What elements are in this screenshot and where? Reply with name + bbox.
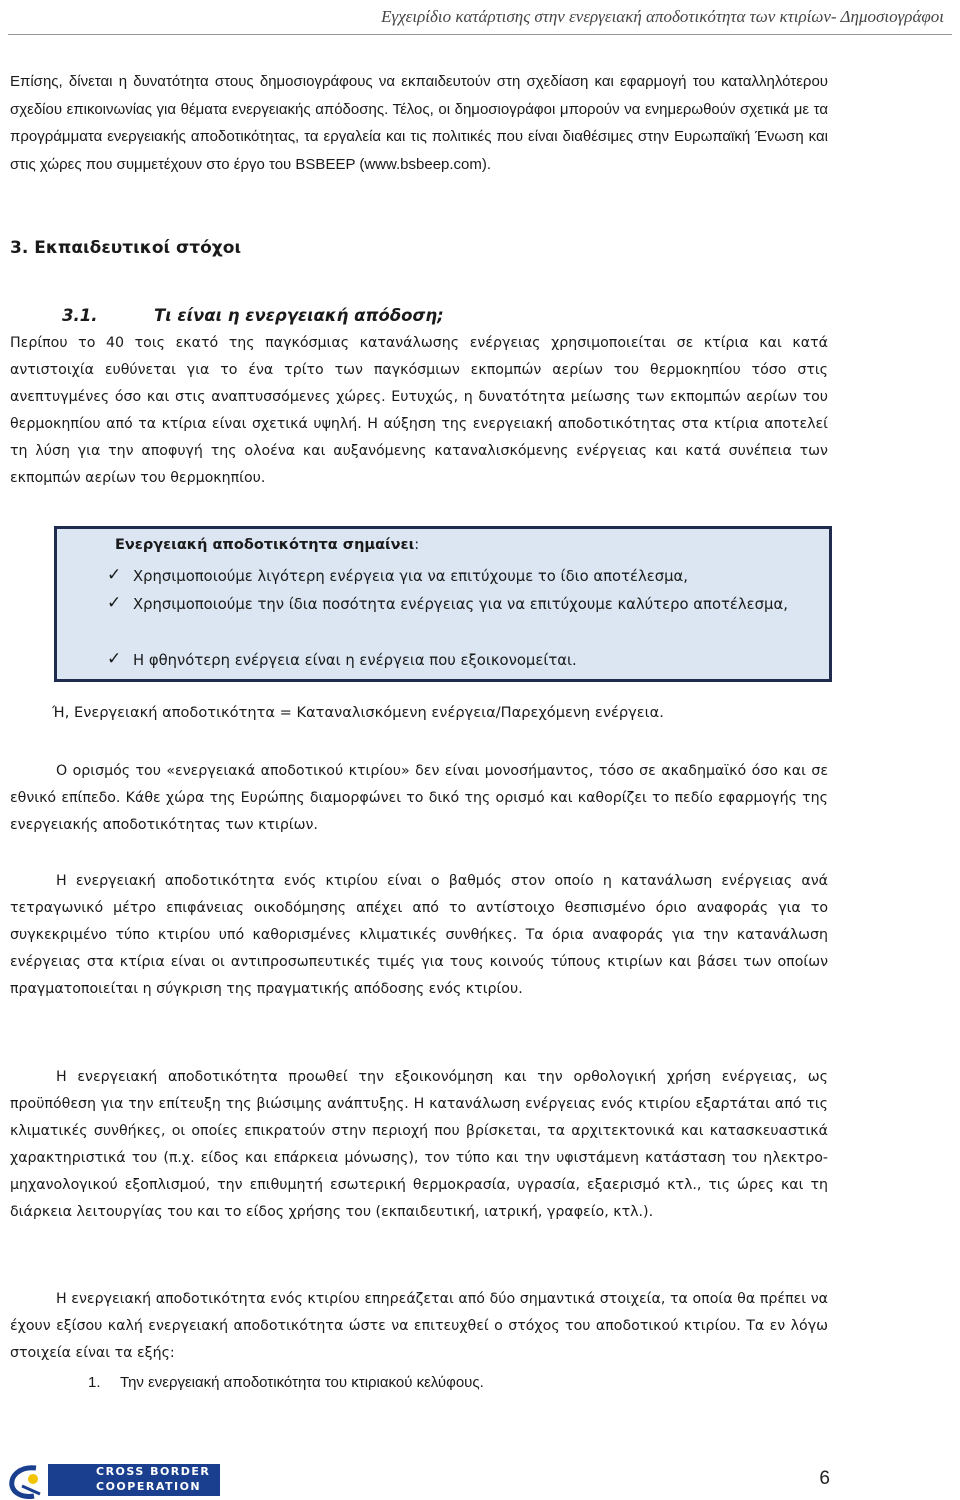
logo-line-2: COOPERATION (96, 1480, 202, 1493)
formula-line: Ή, Ενεργειακή αποδοτικότητα = Καταναλισκόμενη ενέργεια/Παρεχόμενη ενέργεια. (52, 704, 664, 721)
body-paragraph: Η ενεργειακή αποδοτικότητα ενός κτιρίου είναι ο βαθμός στον οποίο η κατανάλωση ενέργειας ανά τετραγωνικό μέτρο επιφάνειας οικοδόμησης απέχει από το αντίστοιχο θεσπισμένο όριο αναφοράς για το συγκεκριμένο τύπο κτιρίου υπό καθορισμένες κλιματικές συνθήκες. Τα όρια αναφοράς για την κατανάλωση ενέργειας στα κτίρια είναι οι αντιπροσωπευτικές τιμές για τους κοινούς τύπους κτιρίων και βάσει των οποίων πραγματοποιείται η σύγκριση της πραγματικής απόδοσης ενός κτιρίου. (10, 873, 828, 997)
definition-box (54, 526, 832, 682)
box-list-item: Χρησιμοποιούμε λιγότερη ενέργεια για να επιτύχουμε το ίδιο αποτέλεσμα, (133, 568, 689, 585)
subsection-number: 3.1. (62, 306, 98, 325)
box-title-colon: : (414, 537, 420, 553)
list-item-text: Την ενεργειακή αποδοτικότητα του κτιριακού κελύφους. (120, 1374, 484, 1391)
page-number: 6 (819, 1468, 830, 1489)
body-paragraph: Η ενεργειακή αποδοτικότητα ενός κτιρίου επηρεάζεται από δύο σημαντικά στοιχεία, τα οποία θα πρέπει να έχουν εξίσου καλή ενεργειακή αποδοτικότητα ώστε να επιτευχθεί ο στόχος του αποδοτικού κτιρίου. Τα εν λόγω στοιχεία είναι τα εξής: (10, 1291, 828, 1361)
page-footer (0, 1460, 960, 1500)
intro-paragraph: Επίσης, δίνεται η δυνατότητα στους δημοσιογράφους να εκπαιδευτούν στη σχεδίαση και εφαρμογή του καταλληλότερου σχεδίου επικοινωνίας για θέματα ενεργειακής απόδοσης. Τέλος, οι δημοσιογράφοι μπορούν να ενημερωθούν σχετικά με τα προγράμματα ενεργειακής αποδοτικότητας, τα εργαλεία και τις πολιτικές που είναι διαθέσιμες στην Ευρωπαϊκή Ένωση και στις χώρες που συμμετέχουν στο έργο του BSBEEP (www.bsbeep.com). (10, 73, 828, 173)
list-item-number: 1. (88, 1374, 101, 1391)
checkmark-icon: ✓ (107, 565, 122, 585)
subsection-title: Τι είναι η ενεργειακή απόδοση; (154, 306, 444, 325)
subsection-heading (62, 306, 444, 325)
box-list-item: Χρησιμοποιούμε την ίδια ποσότητα ενέργειας για να επιτύχουμε καλύτερο αποτέλεσμα, (133, 596, 788, 613)
section-heading: 3. Εκπαιδευτικοί στόχοι (10, 238, 242, 258)
logo-line-1: CROSS BORDER (96, 1465, 211, 1478)
box-title (115, 537, 419, 553)
logo-text (96, 1464, 210, 1494)
body-paragraph: Ο ορισμός του «ενεργειακά αποδοτικού κτιρίου» δεν είναι μονοσήμαντος, τόσο σε ακαδημαϊκό όσο και σε εθνικό επίπεδο. Κάθε χώρα της Ευρώπης διαμορφώνει το δικό της ορισμό και καθορίζει το πεδίο εφαρμογής της ενεργειακής αποδοτικότητας των κτιρίων. (10, 763, 828, 833)
cross-border-logo-icon (6, 1464, 48, 1500)
numbered-list-item (88, 1374, 484, 1391)
checkmark-icon: ✓ (107, 649, 122, 669)
page-header (0, 0, 960, 32)
subsection-paragraph: Περίπου το 40 τοις εκατό της παγκόσμιας κατανάλωσης ενέργειας χρησιμοποιείται σε κτίρια και κατά αντιστοιχία ευθύνεται για το ένα τρίτο των παγκόσμιων εκπομπών αερίων του θερμοκηπίου τόσο στις ανεπτυγμένες όσο και στις αναπτυσσόμενες χώρες. Ευτυχώς, η δυνατότητα μείωσης των εκπομπών αερίων του θερμοκηπίου από τα κτίρια είναι σχετικά υψηλή. Η αύξηση της ενεργειακή αποδοτικότητας στα κτίρια αποτελεί τη λύση για την αποφυγή της ολοένα και αυξανόμενης καταναλισκόμενης ενέργειας και κατά συνέπεια των εκπομπών αερίων του θερμοκηπίου. (10, 335, 828, 486)
checkmark-icon: ✓ (107, 593, 122, 613)
box-title-text: Ενεργειακή αποδοτικότητα σημαίνει (115, 537, 415, 553)
body-paragraph: Η ενεργειακή αποδοτικότητα προωθεί την εξοικονόμηση και την ορθολογική χρήση ενέργειας, ως προϋπόθεση για την επίτευξη της βιώσιμης ανάπτυξης. Η κατανάλωση ενέργειας ενός κτιρίου εξαρτάται από τις κλιματικές συνθήκες, οι οποίες επικρατούν στην περιοχή που βρίσκεται, τα αρχιτεκτονικά και κατασκευαστικά χαρακτηριστικά του (π.χ. είδος και επάρκεια μόνωσης), τον τύπο και την υφιστάμενη κατάσταση του ηλεκτρο-μηχανολογικού εξοπλισμού, την επιθυμητή εσωτερική θερμοκρασία, υγρασία, εξαερισμό κτλ., τις ώρες και τη διάρκεια λειτουργίας του και το είδος χρήσης του (εκπαιδευτική, ιατρική, γραφείο, κτλ.). (10, 1069, 828, 1220)
header-divider (8, 34, 952, 35)
box-list-item: Η φθηνότερη ενέργεια είναι η ενέργεια που εξοικονομείται. (133, 652, 577, 669)
header-title: Εγχειρίδιο κατάρτισης στην ενεργειακή αποδοτικότητα των κτιρίων- Δημοσιογράφοι (381, 7, 944, 26)
